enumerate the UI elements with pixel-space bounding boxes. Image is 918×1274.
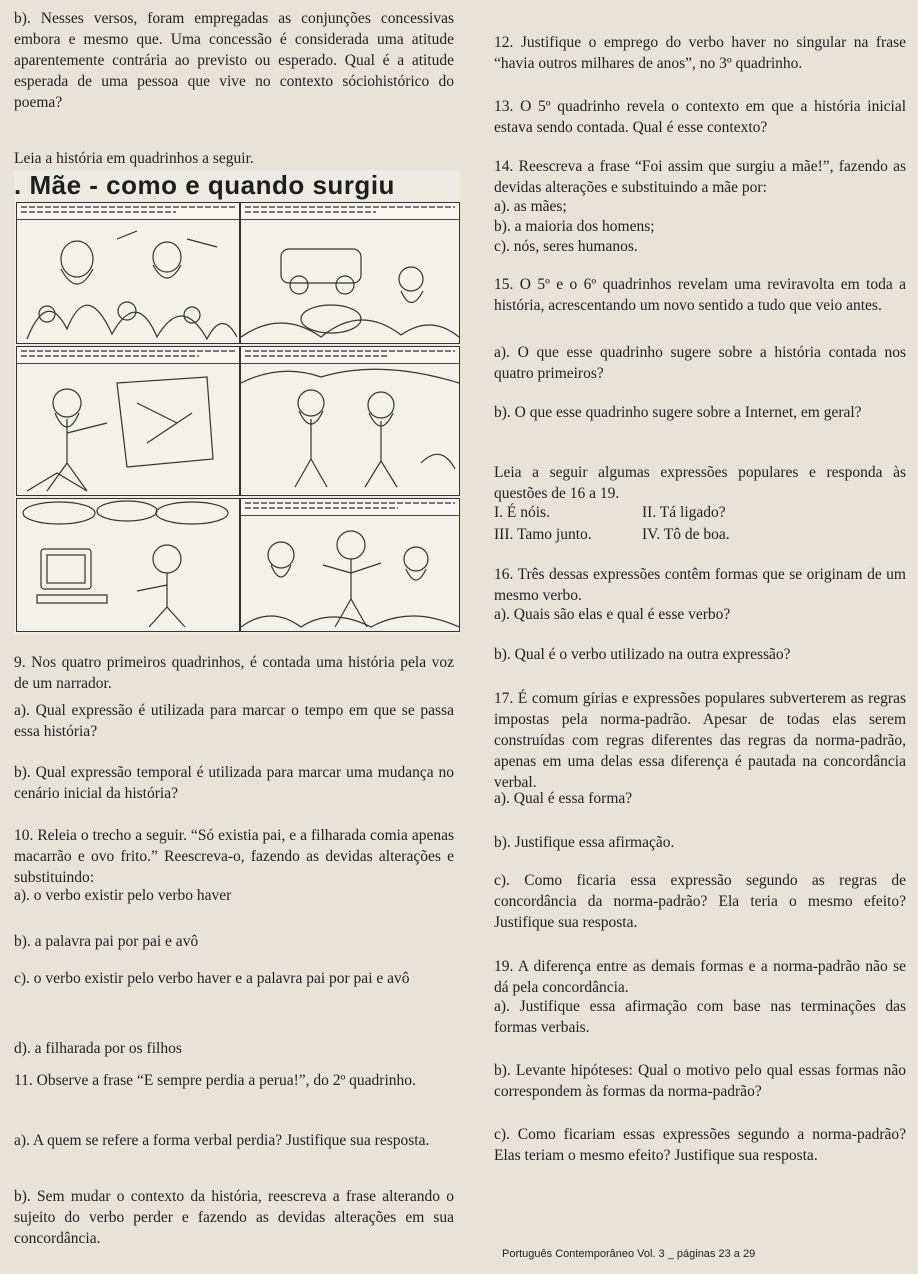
source-footer: Português Contemporâneo Vol. 3 _ páginas 23 a 29: [502, 1248, 756, 1260]
question-9b: b). Qual expressão temporal é utilizada para marcar uma mudança no cenário inicial da história?: [14, 764, 454, 802]
question-15a: a). O que esse quadrinho sugere sobre a história contada nos quatro primeiros?: [494, 344, 906, 382]
question-11b: b). Sem mudar o contexto da história, reescreva a frase alterando o sujeito do verbo perder e fazendo as devidas alterações em sua concordância.: [14, 1188, 454, 1247]
question-14: 14. Reescreva a frase “Foi assim que surgiu a mãe!”, fazendo as devidas alterações e substituindo a mãe por:: [494, 158, 906, 196]
expression-3: III. Tamo junto.: [494, 526, 592, 543]
question-10b: b). a palavra pai por pai e avô: [14, 933, 199, 950]
panel-caption: [241, 499, 459, 516]
question-14b: b). a maioria dos homens;: [494, 218, 655, 235]
question-17c: c). Como ficaria essa expressão segundo as regras de concordância da norma-padrão? Ela teria o mesmo efeito? Justifique sua resposta.: [494, 872, 906, 931]
question-16b: b). Qual é o verbo utilizado na outra expressão?: [494, 646, 791, 663]
cave-couple-illustration: [241, 363, 459, 495]
question-19: 19. A diferença entre as demais formas e a norma-padrão não se dá pela concordância.: [494, 958, 906, 996]
cave-family-illustration: [241, 515, 459, 631]
comic-strip: [14, 170, 460, 634]
question-15b: b). O que esse quadrinho sugere sobre a Internet, em geral?: [494, 404, 862, 421]
expressions-row-1: [494, 502, 906, 523]
question-19c: c). Como ficariam essas expressões segundo a norma-padrão? Elas teriam o mesmo efeito? Justifique sua resposta.: [494, 1126, 906, 1164]
question-11a: a). A quem se refere a forma verbal perdia? Justifique sua resposta.: [14, 1132, 430, 1149]
question-9: 9. Nos quatro primeiros quadrinhos, é contada uma história pela voz de um narrador.: [14, 654, 454, 692]
instruction-expressions: Leia a seguir algumas expressões populares e responda às questões de 16 a 19.: [494, 464, 906, 502]
question-19a: a). Justifique essa afirmação com base nas terminações das formas verbais.: [494, 998, 906, 1036]
stone-car-illustration: [241, 219, 459, 343]
expression-2: II. Tá ligado?: [642, 504, 726, 521]
question-11: 11. Observe a frase “E sempre perdia a perua!”, do 2º quadrinho.: [14, 1072, 416, 1089]
question-8b: b). Nesses versos, foram empregadas as conjunções concessivas embora e mesmo que. Uma concessão é considerada uma atitude aparentemente contrária ao previsto ou esperado. Qual é a atitude esperada de uma pessoa que vive no contexto sóciohistórico do poema?: [14, 10, 454, 111]
panel-caption: [17, 347, 239, 364]
instruction-read-comic: Leia a história em quadrinhos a seguir.: [14, 150, 254, 167]
comic-panel-3: [16, 346, 240, 496]
comic-panel-1: [16, 202, 240, 344]
comic-panel-6: [240, 498, 460, 632]
question-9a: a). Qual expressão é utilizada para marcar o tempo em que se passa essa história?: [14, 702, 454, 740]
question-14c: c). nós, seres humanos.: [494, 238, 638, 255]
question-10d: d). a filharada por os filhos: [14, 1040, 182, 1057]
question-15: 15. O 5º e o 6º quadrinhos revelam uma reviravolta em toda a história, acrescentando um novo sentido a tudo que veio antes.: [494, 276, 906, 314]
question-14a: a). as mães;: [494, 198, 567, 215]
question-12: 12. Justifique o emprego do verbo haver no singular na frase “havia outros milhares de anos”, no 3º quadrinho.: [494, 34, 906, 72]
expression-1: I. É nóis.: [494, 504, 550, 521]
panel-caption: [241, 347, 459, 364]
question-17: 17. É comum gírias e expressões populares subverterem as regras impostas pela norma-padrão. Apesar de todas elas serem construídas com regras diferentes das regras da norma-padrão, apenas em uma delas essa diferença é pautada na concordância verbal.: [494, 690, 906, 791]
question-10a: a). o verbo existir pelo verbo haver: [14, 887, 232, 904]
expression-4: IV. Tô de boa.: [642, 526, 730, 543]
question-16a: a). Quais são elas e qual é esse verbo?: [494, 606, 731, 623]
comic-panel-4: [240, 346, 460, 496]
question-16: 16. Três dessas expressões contêm formas que se originam de um mesmo verbo.: [494, 566, 906, 604]
question-10c: c). o verbo existir pelo verbo haver e a palavra pai por pai e avô: [14, 970, 410, 987]
comic-title: . Mãe - como e quando surgiu: [14, 170, 395, 200]
child-at-computer-illustration: [17, 499, 239, 631]
cavemen-crowd-illustration: [17, 219, 239, 343]
question-17b: b). Justifique essa afirmação.: [494, 834, 675, 851]
expressions-row-2: [494, 524, 906, 545]
panel-caption: [241, 203, 459, 220]
question-19b: b). Levante hipóteses: Qual o motivo pelo qual essas formas não correspondem às formas da norma-padrão?: [494, 1062, 906, 1100]
comic-panel-5: [16, 498, 240, 632]
question-17a: a). Qual é essa forma?: [494, 790, 633, 807]
caveman-with-tablet-illustration: [17, 363, 239, 495]
panel-caption: [17, 203, 239, 220]
question-13: 13. O 5º quadrinho revela o contexto em que a história inicial estava sendo contada. Qual é esse contexto?: [494, 98, 906, 136]
comic-panel-2: [240, 202, 460, 344]
question-10: 10. Releia o trecho a seguir. “Só existia pai, e a filharada comia apenas macarrão e ovo frito.” Reescreva-o, fazendo as devidas alterações e substituindo:: [14, 827, 454, 886]
